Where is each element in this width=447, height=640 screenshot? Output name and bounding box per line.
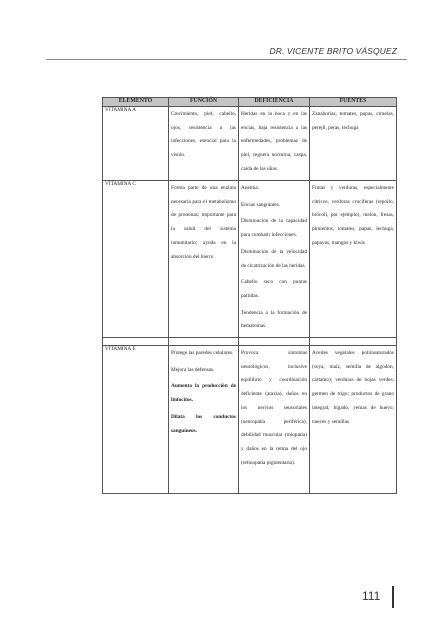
cell-fuentes: [310, 107, 397, 181]
deficiencia-text: Cabello seco con puntas partidas.: [241, 279, 307, 299]
cell-funcion: [169, 107, 239, 181]
deficiencia-text: Encías sangrantes.: [241, 201, 281, 208]
deficiencia-text: Disminución de la capacidad para combatir infecciones.: [241, 218, 307, 239]
page-number: 111: [362, 589, 381, 603]
funcion-text: Mejora las defensas.: [171, 366, 215, 373]
header-elemento: ELEMENTO: [103, 98, 169, 107]
cell-elemento: VITAMINA C: [103, 181, 169, 338]
cell-funcion: [169, 181, 239, 338]
funcion-text: Protege las paredes celulares.: [171, 350, 234, 356]
table-row: [103, 346, 397, 494]
nutrition-table: [102, 97, 397, 494]
funcion-text-bold: Aumenta la producción de linfocitos.: [171, 383, 236, 404]
deficiencia-text: Provoca síntomas neurológicos, inclusive equilibrio y coordinación deficiente (ataxia), daños en los nervios sensoriales (neuropatía periférica), debilidad muscular (miopatía) y daños en la retina del ojo (retinopatía pigmentaria).: [241, 350, 307, 466]
deficiencia-text: Disminución de la velocidad de cicatrización de las heridas.: [241, 248, 307, 269]
table-spacer-row: [103, 338, 397, 346]
cell-elemento: VITAMINA A: [103, 107, 169, 181]
fuentes-text: Frutas y verduras, especialmente cítricos, verduras crucíferas (repollo, brócoli, por ejemplo), melón, fresas, pimientos, tomates, papas, lechuga, papayas, mangos y kiwis: [312, 185, 394, 246]
cell-deficiencia: [239, 181, 310, 338]
cell-deficiencia: [239, 107, 310, 181]
funcion-text-bold: Dilata los conductos sanguíneos.: [171, 413, 236, 434]
table-row: [103, 107, 397, 181]
header-rule: [46, 59, 407, 60]
cell-funcion: [169, 346, 239, 494]
funcion-text: Crecimiento, piel, cabello, ojos, resistencia a las infecciones, esencial para la visión.: [171, 111, 236, 159]
header-fuentes: FUENTES: [310, 98, 397, 107]
fuentes-text: Aceites vegetales poliinsaturados (soya, maíz, semilla de algodón, cártamo); verduras de hojas verdes; germen de trigo; productos de grano integral; hígado, yemas de huevo; nueces y semillas: [312, 350, 394, 425]
cell-fuentes: [310, 346, 397, 494]
header-deficiencia: DEFICIENCIA: [239, 98, 310, 107]
deficiencia-text: Anemia.: [241, 185, 260, 191]
header-funcion: FUNCIÓN: [169, 98, 239, 107]
cell-fuentes: [310, 181, 397, 338]
table-row: [103, 181, 397, 338]
cell-elemento: VITAMINA E: [103, 346, 169, 494]
page-number-bar: [392, 586, 394, 608]
fuentes-text: Zanahorias, tomates, papas, ciruelas, perejil, peras, lechuga: [312, 111, 394, 131]
header-author: DR. VICENTE BRITO VÁSQUEZ: [269, 46, 397, 56]
table-header-row: [103, 98, 397, 107]
deficiencia-text: Tendencia a la formación de hematomas.: [241, 309, 307, 330]
funcion-text: Forma parte de una enzima necesaria para el metabolismo de proteínas; importante para la salud del sistema inmunitario; ayuda en la absorción del hierro: [171, 185, 236, 260]
cell-deficiencia: [239, 346, 310, 494]
deficiencia-text: Heridas en la boca y en las encías, baja resistencia a las enfermedades, problemas de piel, ceguera nocturna, caspa, caída de las uñas.: [241, 111, 307, 172]
